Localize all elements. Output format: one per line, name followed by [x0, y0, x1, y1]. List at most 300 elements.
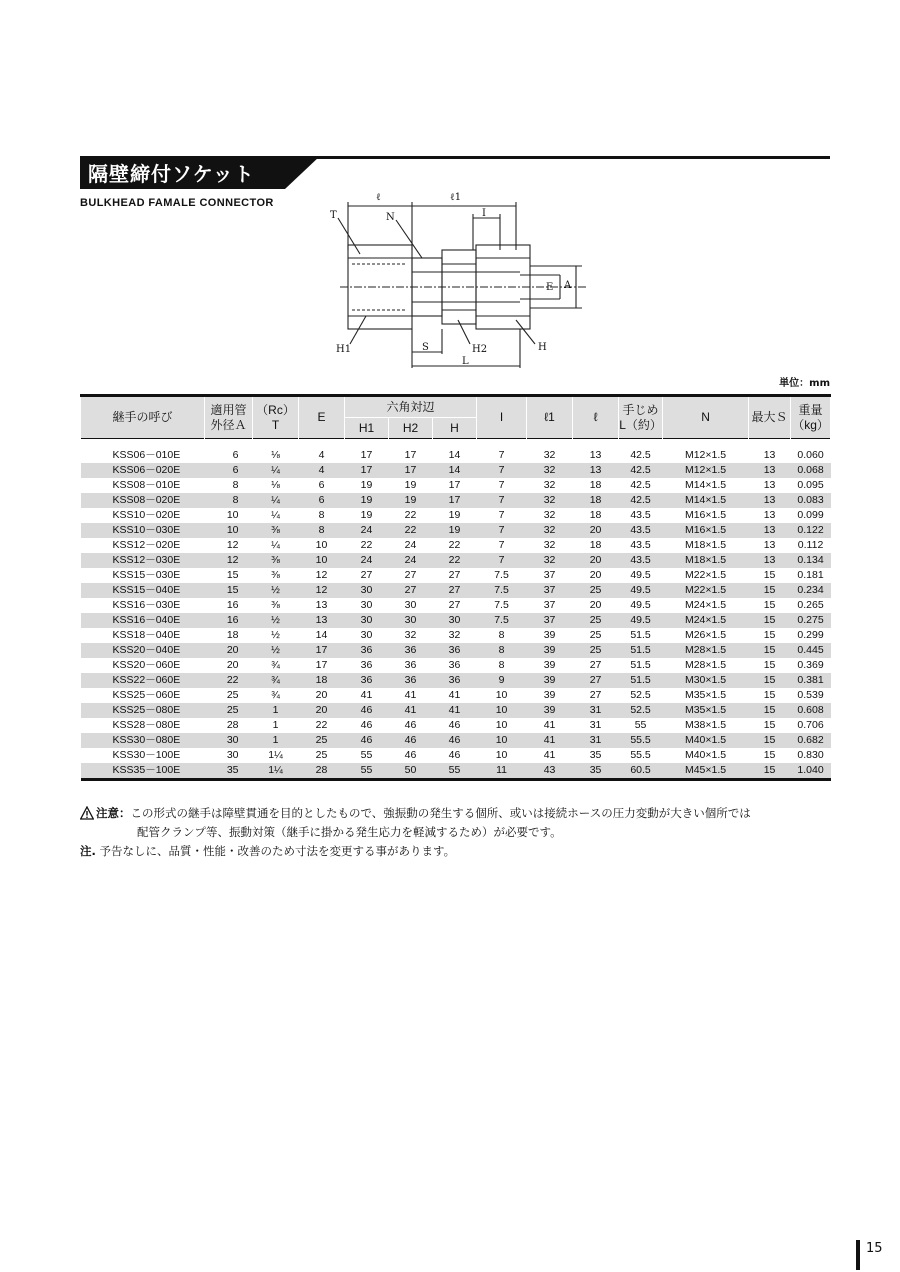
cell-n: M24×1.5: [663, 613, 749, 628]
cell-h1: 22: [360, 539, 373, 551]
cell-h: 22: [448, 539, 461, 551]
cell-l: 25: [573, 613, 619, 628]
col-header-l1: ℓ1: [527, 396, 573, 439]
cell-n: M28×1.5: [663, 643, 749, 658]
cell-n: M22×1.5: [684, 569, 727, 581]
cell-weight: 1.040: [791, 763, 831, 780]
cell-l1: 32: [527, 553, 573, 568]
cell-e: 17: [299, 643, 345, 658]
cell-h2: 17: [389, 463, 433, 478]
cell-n: M26×1.5: [684, 629, 727, 641]
cell-length: 55.5: [619, 733, 663, 748]
cell-name: KSS10－030E: [81, 523, 205, 538]
dim-h1-label: H1: [336, 344, 352, 355]
table-row: [81, 553, 831, 568]
cell-h2: 41: [389, 703, 433, 718]
cell-h: 27: [448, 599, 461, 611]
unit-label: 単位：mm: [779, 378, 830, 389]
cell-e: 8: [318, 509, 325, 521]
cell-h1: 19: [345, 493, 389, 508]
cell-h: 30: [433, 613, 477, 628]
cell-h2: 32: [404, 629, 417, 641]
cell-i: 9: [477, 673, 527, 688]
cell-n: M35×1.5: [684, 689, 727, 701]
cell-s: 15: [749, 643, 791, 658]
cell-rc: ⅜: [271, 569, 280, 581]
cell-l1: 39: [543, 659, 556, 671]
cell-weight: 0.083: [791, 493, 831, 508]
dim-h2-label: H2: [472, 344, 488, 355]
cell-i: 10: [495, 719, 508, 731]
cell-h1: 30: [345, 583, 389, 598]
cell-i: 7: [498, 509, 505, 521]
cell-rc: ¾: [253, 673, 299, 688]
cell-h: 17: [433, 493, 477, 508]
cell-weight: 0.099: [797, 509, 824, 521]
cell-n: M40×1.5: [663, 733, 749, 748]
cell-h: 14: [448, 449, 461, 461]
cell-h1: 36: [345, 673, 389, 688]
col-header-n: N: [663, 396, 749, 439]
cell-e: 6: [318, 479, 325, 491]
cell-n: M14×1.5: [663, 493, 749, 508]
cell-length: 42.5: [619, 493, 663, 508]
cell-tube-od: 30: [205, 733, 253, 748]
cell-length: 55.5: [630, 749, 651, 761]
col-header-i: I: [477, 396, 527, 439]
cell-h2: 36: [389, 643, 433, 658]
cell-l: 25: [589, 629, 602, 641]
cell-l: 13: [573, 463, 619, 478]
cell-name: KSS06－010E: [112, 449, 181, 461]
cell-l: 18: [589, 509, 602, 521]
cell-h: 46: [448, 749, 461, 761]
cell-s: 15: [749, 733, 791, 748]
dim-t-label: T: [330, 210, 337, 221]
cell-l1: 32: [543, 449, 556, 461]
cell-weight: 0.068: [791, 463, 831, 478]
cell-h1: 17: [345, 463, 389, 478]
table-row: [81, 763, 831, 780]
spec-table-body: [81, 439, 831, 780]
cell-e: 12: [315, 569, 328, 581]
cell-h2: 46: [404, 749, 417, 761]
cell-rc: ¼: [253, 493, 299, 508]
cell-h1: 24: [345, 523, 389, 538]
table-row: [81, 568, 831, 583]
cell-name: KSS06－020E: [81, 463, 205, 478]
cell-e: 22: [315, 719, 328, 731]
cell-rc: ½: [271, 629, 280, 641]
cell-s: 15: [763, 659, 776, 671]
cell-i: 10: [495, 689, 508, 701]
cell-weight: 0.369: [797, 659, 824, 671]
cell-h: 55: [433, 763, 477, 780]
cell-rc: ½: [253, 643, 299, 658]
table-row: [81, 508, 831, 523]
cell-l: 35: [589, 749, 602, 761]
table-row: [81, 448, 831, 463]
cell-tube-od: 10: [205, 523, 253, 538]
cell-l: 27: [573, 673, 619, 688]
cell-l1: 32: [527, 463, 573, 478]
col-header-l: ℓ: [573, 396, 619, 439]
cell-weight: 0.265: [797, 599, 824, 611]
cell-name: KSS08－020E: [81, 493, 205, 508]
cell-tube-od: 20: [226, 659, 239, 671]
cell-s: 15: [763, 569, 776, 581]
caution-note: [80, 804, 840, 823]
table-row: [81, 583, 831, 598]
cell-e: 13: [315, 599, 328, 611]
cell-tube-od: 30: [226, 749, 239, 761]
cell-length: 49.5: [630, 599, 651, 611]
cell-e: 12: [299, 583, 345, 598]
cell-n: M22×1.5: [663, 583, 749, 598]
cell-h: 36: [433, 673, 477, 688]
col-header-s: 最大Ｓ: [749, 396, 791, 439]
cell-i: 7: [498, 539, 505, 551]
cell-h2: 36: [389, 673, 433, 688]
cell-i: 8: [498, 629, 505, 641]
cell-e: 4: [299, 463, 345, 478]
note-label: 注.: [80, 844, 96, 858]
dim-l1-label: ℓ1: [450, 192, 462, 203]
col-header-h: H: [433, 418, 477, 439]
cell-s: 13: [749, 523, 791, 538]
cell-h2: 24: [389, 553, 433, 568]
cell-tube-od: 12: [205, 553, 253, 568]
cell-weight: 0.060: [797, 449, 824, 461]
cell-i: 10: [477, 733, 527, 748]
cell-l: 25: [573, 583, 619, 598]
cell-weight: 0.381: [791, 673, 831, 688]
table-row: [81, 628, 831, 643]
dim-bigl-label: L: [462, 356, 469, 367]
table-row: [81, 613, 831, 628]
cell-l1: 37: [527, 583, 573, 598]
cell-tube-od: 15: [205, 583, 253, 598]
cell-l1: 32: [527, 493, 573, 508]
notes: [80, 804, 840, 861]
cell-l: 18: [573, 493, 619, 508]
cell-h1: 46: [345, 703, 389, 718]
cell-rc: ⅜: [253, 553, 299, 568]
table-row: [81, 688, 831, 703]
col-header-name: 継手の呼び: [81, 396, 205, 439]
dim-n-label: N: [386, 212, 395, 223]
cell-h1: 30: [360, 629, 373, 641]
cell-length: 52.5: [630, 689, 651, 701]
cell-e: 25: [315, 749, 328, 761]
page-title: 隔壁締付ソケット: [88, 162, 255, 186]
cell-l: 18: [589, 539, 602, 551]
cell-weight: 0.608: [791, 703, 831, 718]
cell-e: 14: [315, 629, 328, 641]
cell-name: KSS20－040E: [81, 643, 205, 658]
cell-tube-od: 22: [205, 673, 253, 688]
cell-s: 15: [763, 719, 776, 731]
cell-name: KSS16－030E: [112, 599, 181, 611]
table-row: [81, 478, 831, 493]
cell-h1: 30: [345, 613, 389, 628]
cell-n: M18×1.5: [684, 539, 727, 551]
cell-length: 51.5: [619, 643, 663, 658]
cell-i: 7.5: [477, 613, 527, 628]
cell-h: 36: [433, 643, 477, 658]
table-row: [81, 598, 831, 613]
cell-l: 31: [573, 733, 619, 748]
cell-tube-od: 16: [205, 613, 253, 628]
cell-length: 51.5: [619, 673, 663, 688]
cell-i: 11: [477, 763, 527, 780]
cell-h2: 17: [404, 449, 417, 461]
dim-l-label: ℓ: [376, 192, 381, 203]
cell-h: 19: [433, 523, 477, 538]
cell-h2: 27: [404, 569, 417, 581]
cell-weight: 0.095: [797, 479, 824, 491]
cell-l1: 43: [527, 763, 573, 780]
cell-e: 20: [299, 703, 345, 718]
cell-rc: 1: [272, 719, 279, 731]
cell-h: 27: [448, 569, 461, 581]
cell-name: KSS08－010E: [112, 479, 181, 491]
cell-n: M28×1.5: [684, 659, 727, 671]
cell-weight: 0.445: [791, 643, 831, 658]
cell-h: 27: [433, 583, 477, 598]
cell-l: 20: [573, 523, 619, 538]
cell-h2: 41: [404, 689, 417, 701]
cell-n: M30×1.5: [663, 673, 749, 688]
cell-e: 18: [299, 673, 345, 688]
cell-l: 27: [589, 689, 602, 701]
note-text: 予告なしに、品質・性能・改善のため寸法を変更する事があります。: [99, 844, 456, 858]
cell-l: 18: [589, 479, 602, 491]
col-header-weight: 重量 （kg）: [791, 396, 831, 439]
cell-s: 13: [749, 463, 791, 478]
cell-name: KSS12－020E: [112, 539, 181, 551]
cell-tube-od: 6: [232, 449, 239, 461]
cell-h1: 55: [345, 763, 389, 780]
cell-l1: 41: [543, 719, 556, 731]
cell-rc: ½: [253, 583, 299, 598]
col-header-tube-od: 適用管 外径Ａ: [205, 396, 253, 439]
table-row: [81, 658, 831, 673]
cell-l: 20: [573, 553, 619, 568]
cell-l: 27: [589, 659, 602, 671]
cell-name: KSS25－080E: [81, 703, 205, 718]
cell-weight: 0.830: [797, 749, 824, 761]
cell-l: 13: [589, 449, 602, 461]
cell-name: KSS18－040E: [112, 629, 181, 641]
cell-l1: 37: [543, 599, 556, 611]
cell-h1: 36: [345, 643, 389, 658]
cell-rc: ¼: [271, 539, 280, 551]
cell-l1: 39: [543, 629, 556, 641]
cell-h1: 46: [345, 733, 389, 748]
cell-name: KSS22－060E: [81, 673, 205, 688]
cell-tube-od: 28: [226, 719, 239, 731]
cell-l1: 39: [527, 673, 573, 688]
cell-l1: 39: [543, 689, 556, 701]
cell-l1: 41: [527, 733, 573, 748]
cell-s: 13: [749, 553, 791, 568]
cell-name: KSS35－100E: [81, 763, 205, 780]
cell-n: M12×1.5: [684, 449, 727, 461]
col-header-h1: H1: [345, 418, 389, 439]
cell-s: 15: [763, 599, 776, 611]
cell-s: 13: [763, 539, 776, 551]
cell-n: M38×1.5: [684, 719, 727, 731]
col-header-rc: （Rc） T: [253, 396, 299, 439]
cell-length: 42.5: [630, 449, 651, 461]
table-row: [81, 703, 831, 718]
cell-l1: 39: [527, 643, 573, 658]
cell-h: 17: [448, 479, 461, 491]
table-row: [81, 463, 831, 478]
cell-e: 25: [299, 733, 345, 748]
cell-rc: ¼: [253, 463, 299, 478]
cell-s: 15: [749, 673, 791, 688]
dim-i-label: I: [482, 208, 486, 219]
cell-s: 13: [763, 449, 776, 461]
cell-i: 7: [477, 523, 527, 538]
cell-tube-od: 8: [205, 493, 253, 508]
caution-line-1: この形式の継手は障壁貫通を目的としたもので、強振動の発生する個所、或いは接続ホースの圧力変動が大きい個所では: [130, 806, 751, 820]
cell-l1: 32: [527, 523, 573, 538]
cell-rc: ¾: [271, 689, 280, 701]
cell-h2: 50: [389, 763, 433, 780]
cell-tube-od: 15: [226, 569, 239, 581]
cell-length: 43.5: [630, 509, 651, 521]
caution-line-2: 配管クランプ等、振動対策（継手に掛かる発生応力を軽減するため）が必要です。: [137, 825, 562, 839]
cell-n: M35×1.5: [663, 703, 749, 718]
cell-tube-od: 25: [205, 703, 253, 718]
cell-weight: 0.275: [791, 613, 831, 628]
cell-h2: 24: [404, 539, 417, 551]
cell-rc: ⅛: [271, 449, 280, 461]
cell-weight: 0.134: [791, 553, 831, 568]
cell-s: 13: [763, 509, 776, 521]
cell-tube-od: 25: [226, 689, 239, 701]
cell-e: 8: [299, 523, 345, 538]
cell-h: 46: [433, 733, 477, 748]
cell-h1: 55: [360, 749, 373, 761]
cell-h1: 19: [360, 479, 373, 491]
cell-length: 55: [634, 719, 647, 731]
cell-s: 15: [763, 749, 776, 761]
cell-h2: 46: [389, 733, 433, 748]
cell-n: M18×1.5: [663, 553, 749, 568]
cell-n: M12×1.5: [663, 463, 749, 478]
cell-e: 10: [315, 539, 328, 551]
cell-weight: 0.234: [791, 583, 831, 598]
cell-rc: ⅜: [271, 599, 280, 611]
page-subtitle: BULKHEAD FAMALE CONNECTOR: [80, 197, 274, 209]
cell-rc: 1: [253, 733, 299, 748]
cell-i: 7.5: [494, 599, 509, 611]
cell-i: 7: [498, 449, 505, 461]
cell-l: 20: [589, 569, 602, 581]
cell-tube-od: 12: [226, 539, 239, 551]
table-row: [81, 733, 831, 748]
col-header-length: 手じめ L（約）: [619, 396, 663, 439]
cell-s: 13: [749, 493, 791, 508]
cell-length: 51.5: [630, 629, 651, 641]
page-number: 15: [856, 1240, 883, 1270]
cell-length: 49.5: [630, 569, 651, 581]
cell-length: 42.5: [619, 463, 663, 478]
cell-name: KSS15－040E: [81, 583, 205, 598]
cell-h: 41: [433, 703, 477, 718]
cell-h1: 41: [360, 689, 373, 701]
cell-s: 13: [763, 479, 776, 491]
cell-weight: 0.122: [791, 523, 831, 538]
cell-rc: 1¼: [268, 749, 283, 761]
cell-s: 15: [749, 583, 791, 598]
cell-h: 22: [433, 553, 477, 568]
table-row: [81, 718, 831, 733]
table-row: [81, 538, 831, 553]
cell-i: 8: [498, 659, 505, 671]
cell-l1: 37: [527, 613, 573, 628]
cell-length: 51.5: [630, 659, 651, 671]
cell-i: 7.5: [494, 569, 509, 581]
cell-rc: ¼: [271, 509, 280, 521]
caution-label: 注意：: [96, 806, 131, 820]
cell-e: 20: [315, 689, 328, 701]
title-bar: [80, 156, 830, 189]
connector-diagram: [320, 188, 590, 378]
dim-a-label: A: [564, 280, 572, 291]
cell-s: 15: [763, 689, 776, 701]
cell-length: 49.5: [619, 583, 663, 598]
cell-h1: 30: [360, 599, 373, 611]
cell-n: M40×1.5: [684, 749, 727, 761]
spec-table: [80, 394, 831, 781]
cell-l1: 39: [527, 703, 573, 718]
cell-s: 15: [749, 763, 791, 780]
table-row: [81, 673, 831, 688]
cell-name: KSS28－080E: [112, 719, 181, 731]
dim-h-label: H: [538, 342, 547, 353]
cell-i: 7: [477, 463, 527, 478]
cell-name: KSS30－080E: [81, 733, 205, 748]
cell-weight: 0.299: [797, 629, 824, 641]
cell-name: KSS15－030E: [112, 569, 181, 581]
cell-i: 7: [477, 553, 527, 568]
cell-l1: 37: [543, 569, 556, 581]
cell-length: 43.5: [630, 539, 651, 551]
cell-weight: 0.112: [797, 539, 824, 551]
cell-h2: 27: [389, 583, 433, 598]
cell-i: 7: [477, 493, 527, 508]
cell-e: 13: [299, 613, 345, 628]
cell-h: 14: [433, 463, 477, 478]
cell-weight: 0.539: [797, 689, 824, 701]
cell-h1: 17: [360, 449, 373, 461]
cell-n: M16×1.5: [684, 509, 727, 521]
cell-rc: ⅜: [253, 523, 299, 538]
cell-h: 41: [448, 689, 461, 701]
cell-length: 52.5: [619, 703, 663, 718]
cell-e: 6: [299, 493, 345, 508]
cell-rc: 1: [253, 703, 299, 718]
cell-name: KSS16－040E: [81, 613, 205, 628]
cell-weight: 0.706: [797, 719, 824, 731]
cell-e: 4: [318, 449, 325, 461]
cell-h2: 30: [404, 599, 417, 611]
